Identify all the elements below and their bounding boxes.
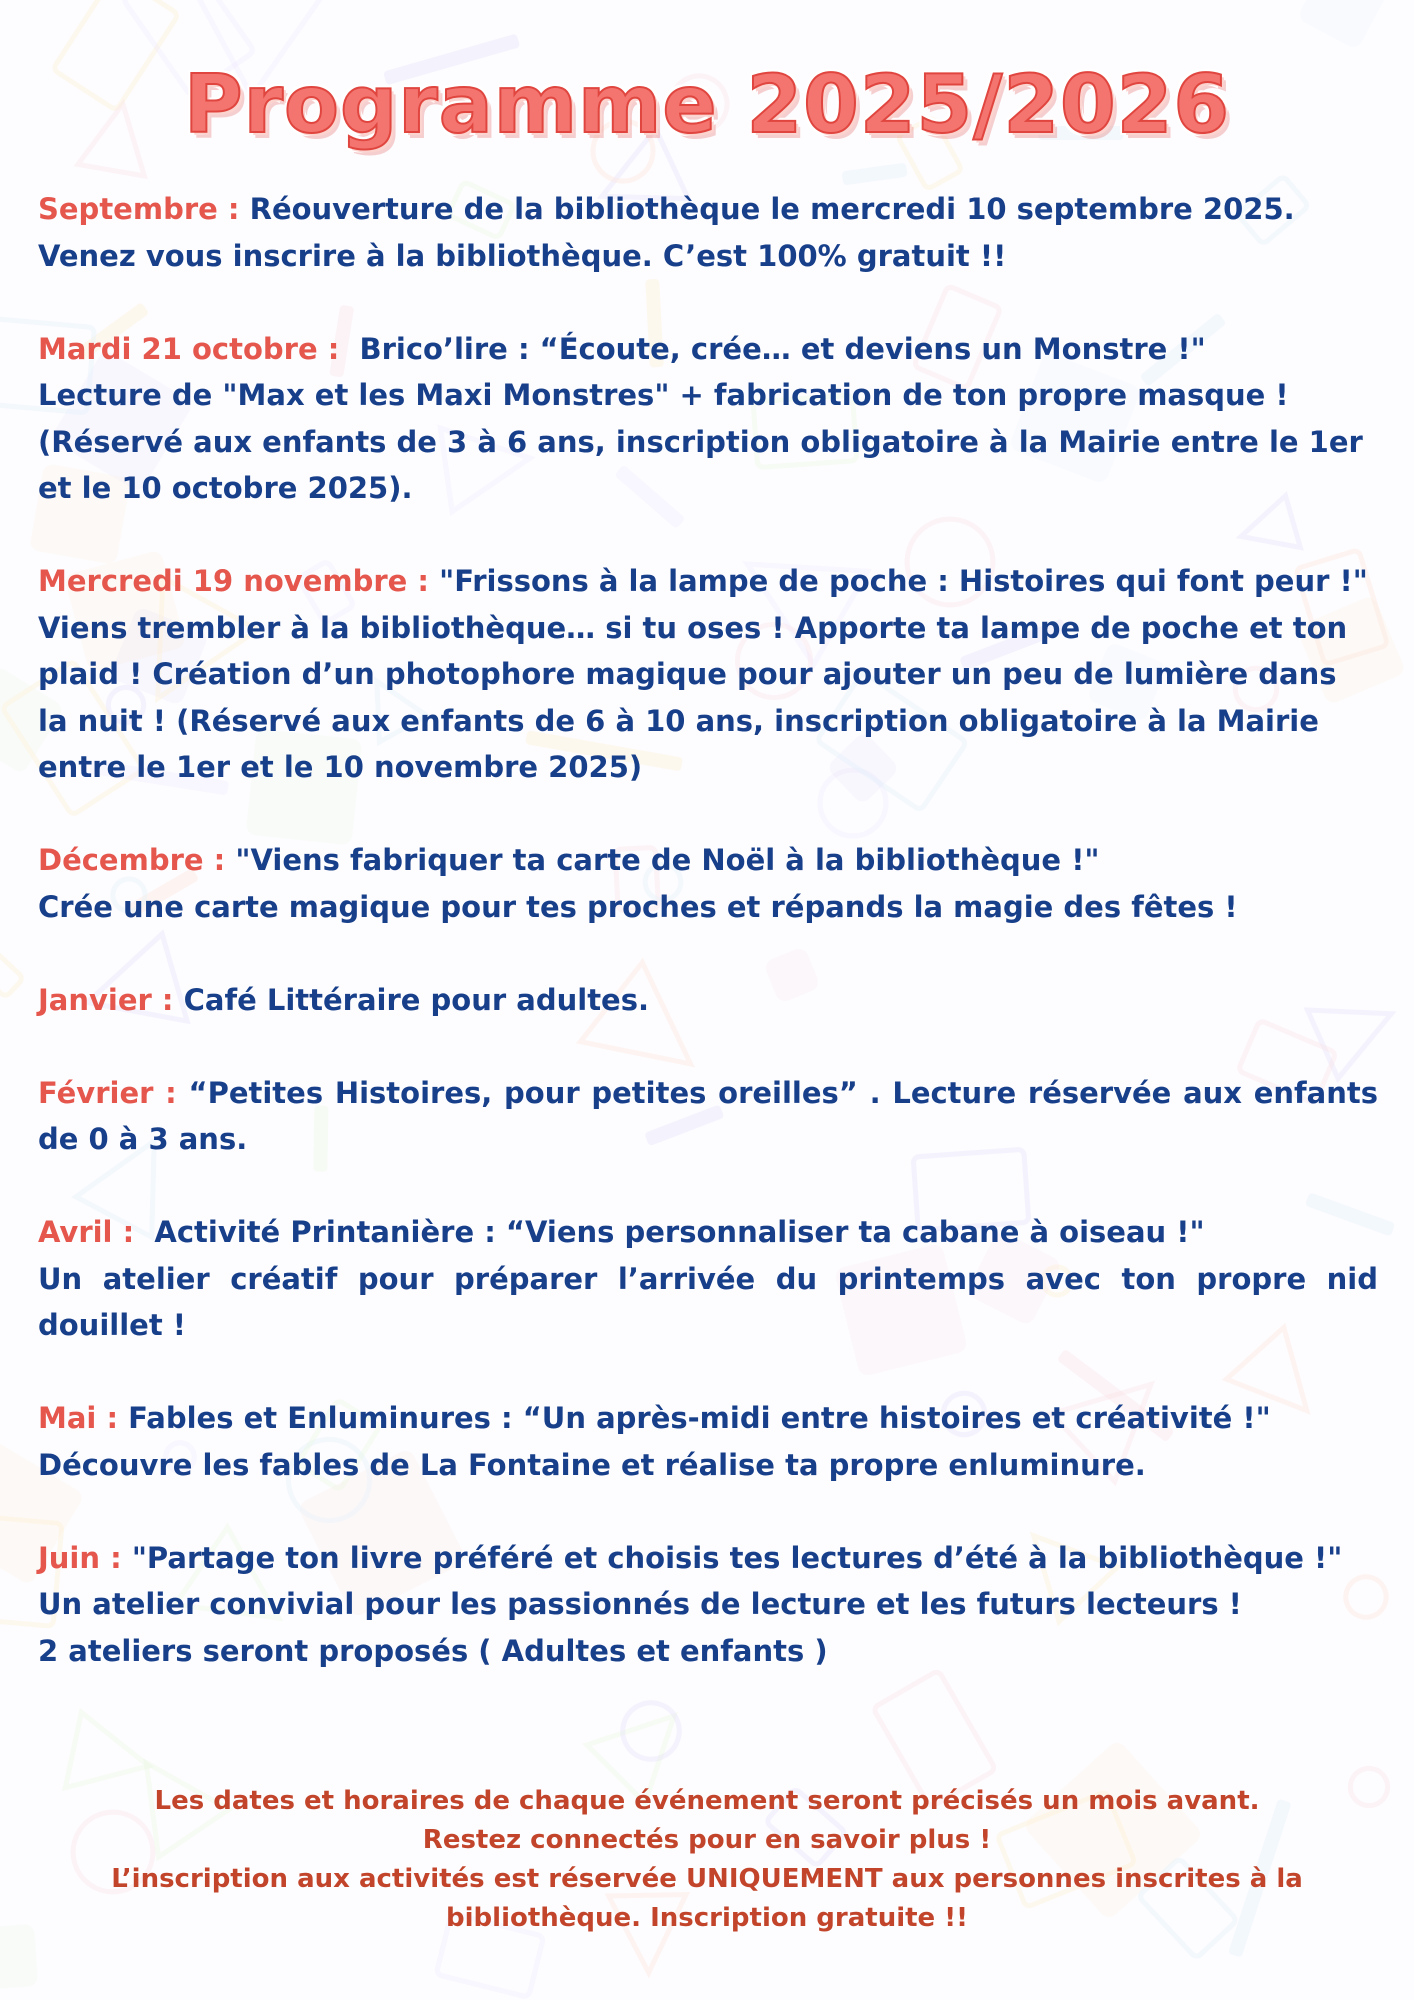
page-title: Programme 2025/2026 (183, 58, 1231, 151)
event-text: (Réservé aux enfants de 3 à 6 ans, inscription obligatoire à la Mairie entre le 1er (38, 424, 1363, 459)
event-text: Lecture de "Max et les Maxi Monstres" + fabrication de ton propre masque ! (38, 378, 1289, 412)
event-label: Avril : (38, 1215, 135, 1249)
event-avril (38, 1209, 1378, 1349)
event-juin (38, 1535, 1378, 1675)
event-janvier (38, 977, 1378, 1024)
event-text: de 0 à 3 ans. (38, 1122, 248, 1156)
event-text: douillet ! (38, 1308, 187, 1342)
footer-line: Les dates et horaires de chaque événement seront précisés un mois avant. (154, 1786, 1260, 1816)
event-text: Réouverture de la bibliothèque le mercredi 10 septembre 2025. (249, 192, 1295, 226)
event-label: Janvier : (38, 982, 174, 1017)
event-label: Septembre : (38, 192, 240, 226)
footer-line: L’inscription aux activités est réservée UNIQUEMENT aux personnes inscrites à la (111, 1864, 1303, 1894)
event-text: entre le 1er et le 10 novembre 2025) (38, 750, 643, 784)
event-decembre (38, 837, 1378, 930)
event-octobre (38, 326, 1378, 512)
event-text: Venez vous inscrire à la bibliothèque. C’est 100% gratuit !! (38, 238, 1007, 273)
event-text: Un atelier convivial pour les passionnés de lecture et les futurs lecteurs ! (38, 1587, 1242, 1621)
footer-notice (100, 1782, 1314, 1938)
event-label: Juin : (38, 1540, 122, 1575)
event-text: plaid ! Création d’un photophore magique pour ajouter un peu de lumière dans (38, 657, 1337, 691)
event-text: "Partage ton livre préféré et choisis tes lectures d’été à la bibliothèque !" (131, 1540, 1343, 1575)
event-text: Café Littéraire pour adultes. (183, 982, 649, 1017)
footer-line: bibliothèque. Inscription gratuite !! (446, 1903, 968, 1933)
event-label: Mardi 21 octobre : (38, 331, 340, 366)
event-text: “Petites Histoires, pour petites oreilles” . Lecture réservée aux enfants (188, 1075, 1378, 1110)
event-text: Découvre les fables de La Fontaine et réalise ta propre enluminure. (38, 1447, 1146, 1482)
event-mai (38, 1395, 1378, 1488)
event-text: Un atelier créatif pour préparer l’arrivée du printemps avec ton propre nid (38, 1261, 1378, 1296)
event-septembre (38, 186, 1378, 279)
event-text: "Viens fabriquer ta carte de Noël à la bibliothèque !" (235, 843, 1100, 877)
footer-line: Restez connectés pour en savoir plus ! (422, 1825, 992, 1855)
event-fevrier (38, 1070, 1378, 1163)
event-label: Mercredi 19 novembre : (38, 564, 430, 598)
event-text: Crée une carte magique pour tes proches et répands la magie des fêtes ! (38, 889, 1238, 924)
event-text: et le 10 octobre 2025). (38, 471, 413, 505)
event-label: Décembre : (38, 843, 226, 877)
event-text: Activité Printanière : “Viens personnaliser ta cabane à oiseau !" (154, 1215, 1205, 1249)
event-novembre (38, 558, 1378, 791)
event-text: la nuit ! (Réservé aux enfants de 6 à 10 ans, inscription obligatoire à la Mairie (38, 703, 1319, 738)
event-text: Viens trembler à la bibliothèque… si tu oses ! Apporte ta lampe de poche et ton (38, 610, 1348, 645)
events-list (38, 186, 1378, 1674)
event-text: Brico’lire : “Écoute, crée… et deviens un Monstre !" (359, 331, 1206, 366)
event-label: Mai : (38, 1401, 119, 1435)
event-text: 2 ateliers seront proposés ( Adultes et enfants ) (38, 1633, 828, 1668)
event-label: Février : (38, 1075, 177, 1110)
event-text: "Frissons à la lampe de poche : Histoires qui font peur !" (439, 564, 1368, 598)
event-text: Fables et Enluminures : “Un après-midi entre histoires et créativité !" (128, 1401, 1271, 1435)
